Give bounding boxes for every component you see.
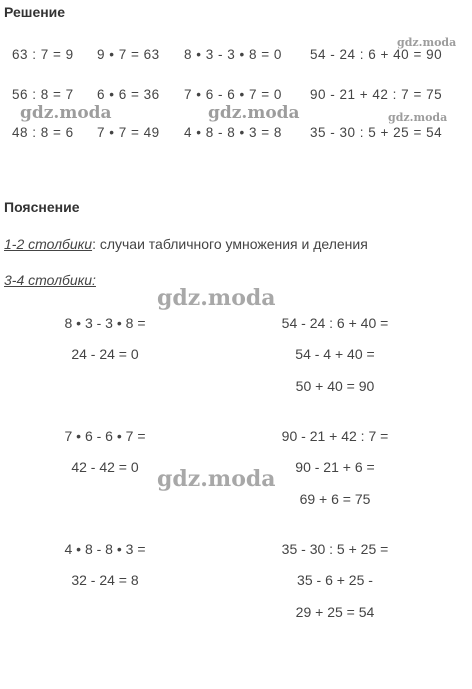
solution-cell: 35 - 30 : 5 + 25 = 54 — [310, 125, 443, 140]
right-calc-line: 54 - 24 : 6 + 40 = — [281, 315, 389, 331]
solution-grid — [0, 0, 472, 160]
left-calc-line: 4 • 8 - 8 • 3 = — [64, 541, 146, 557]
left-calc-line: 7 • 6 - 6 • 7 = — [64, 428, 146, 444]
explanation-line-1 — [4, 236, 368, 252]
watermark: gdz.moda — [388, 111, 448, 124]
solution-cell: 63 : 7 = 9 — [12, 47, 74, 62]
watermark: gdz.moda — [20, 103, 112, 123]
solution-cell: 4 • 8 - 8 • 3 = 8 — [184, 125, 282, 140]
solution-cell: 54 - 24 : 6 + 40 = 90 — [310, 47, 443, 62]
solution-heading: Решение — [4, 4, 66, 20]
explanation-label-1: 1-2 столбики — [4, 236, 93, 252]
solution-cell: 9 • 7 = 63 — [97, 47, 160, 62]
watermark: gdz.moda — [208, 103, 300, 123]
right-calc-line: 90 - 21 + 42 : 7 = — [281, 428, 389, 444]
right-calc-line: 69 + 6 = 75 — [299, 491, 371, 507]
solution-cell: 7 • 7 = 49 — [97, 125, 160, 140]
explanation-line-2 — [4, 272, 96, 288]
right-calc-line: 35 - 30 : 5 + 25 = — [281, 541, 389, 557]
right-calc-line: 29 + 25 = 54 — [295, 604, 375, 620]
explanation-label-2: 3-4 столбики: — [4, 272, 96, 288]
explanation-heading: Пояснение — [4, 199, 80, 215]
left-calc-line: 8 • 3 - 3 • 8 = — [64, 315, 146, 331]
watermark: gdz.moda — [157, 285, 276, 311]
solution-cell: 48 : 8 = 6 — [12, 125, 74, 140]
left-calc-line: 24 - 24 = 0 — [71, 346, 139, 362]
right-calc-line: 35 - 6 + 25 - — [297, 572, 373, 588]
left-calc-line: 42 - 42 = 0 — [71, 459, 139, 475]
watermark: gdz.moda — [397, 36, 457, 49]
solution-cell: 8 • 3 - 3 • 8 = 0 — [184, 47, 282, 62]
solution-cell: 56 : 8 = 7 — [12, 87, 74, 102]
solution-cell: 7 • 6 - 6 • 7 = 0 — [184, 87, 282, 102]
solution-cell: 6 • 6 = 36 — [97, 87, 160, 102]
left-calc-line: 32 - 24 = 8 — [71, 572, 139, 588]
right-calc-line: 54 - 4 + 40 = — [295, 346, 375, 362]
right-calc-line: 90 - 21 + 6 = — [295, 459, 375, 475]
watermark: gdz.moda — [157, 466, 276, 492]
solution-cell: 90 - 21 + 42 : 7 = 75 — [310, 87, 443, 102]
right-calc-line: 50 + 40 = 90 — [295, 378, 375, 394]
explanation-text-1: : случаи табличного умножения и деления — [92, 236, 368, 252]
